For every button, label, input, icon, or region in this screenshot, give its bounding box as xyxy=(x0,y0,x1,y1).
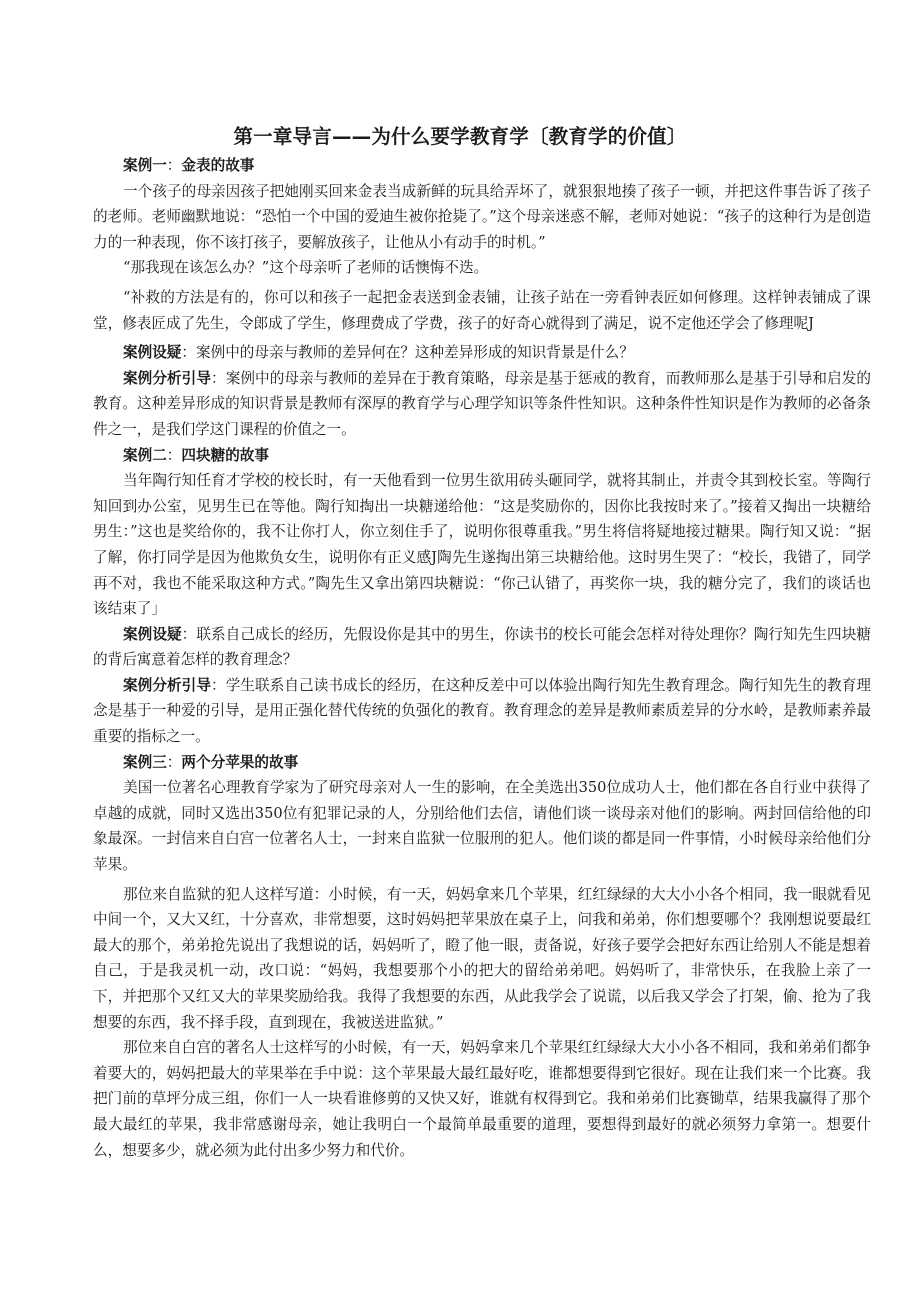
case-question xyxy=(93,340,871,366)
question-text: 联系自己成长的经历，先假设你是其中的男生，你读书的校长可能会怎样对待处理你？陶行知先生四块糖的背后寓意着怎样的教育理念？ xyxy=(93,625,871,669)
case-label: 案例一 xyxy=(123,157,167,174)
case-paragraph: 当年陶行知任育才学校的校长时，有一天他看到一位男生欲用砖头砸同学，就将其制止，并责令其到校长室。等陶行知回到办公室，见男生已在等他。陶行知掏出一块糖递给他：“这是奖励你的，因你比我按时来了。”接着又掏出一块糖给男生：”这也是奖给你的，我不让你打人，你立刻住手了，说明你很尊重我。”男生将信将疑地接过糖果。陶行知又说：“据了解，你打同学是因为他欺负女生，说明你有正义感J陶先生遂掏出第三块糖给他。这时男生哭了：“校长，我错了，同学再不对，我也不能采取这种方式。”陶先生又拿出第四块糖说：“你己认错了，再奖你一块，我的糖分完了，我们的谈话也该结束了」 xyxy=(93,472,871,618)
case-label: 案例三 xyxy=(123,753,167,771)
case-title: 两个分苹果的故事 xyxy=(181,753,299,771)
page-title: 第一章导言——为什么要学教育学〔教育学的价值〕 xyxy=(233,125,687,148)
case-analysis xyxy=(93,673,871,750)
case-title: 四块糖的故事 xyxy=(181,446,269,464)
question-separator: ： xyxy=(181,344,196,362)
case-paragraph: 那位来自白宫的著名人士这样写的小时候，有一天，妈妈拿来几个苹果红红绿绿大大小小各不相同，我和弟弟们都争着要大的，妈妈把最大的苹果举在手中说：这个苹果最大最红最好吃，谁都想要得到它很好。现在让我们来一个比赛。我把门前的草坪分成三组，你们一人一块看谁修剪的又快又好，谁就有权得到它。我和弟弟们比赛锄草，结果我赢得了那个最大最红的苹果，我非常感谢母亲，她让我明白一个最简单最重要的道理，要想得到最好的就必须努力拿第一。想要什么，想要多少，就必须为此付出多少努力和代价。 xyxy=(93,1039,871,1159)
case-separator: ： xyxy=(166,446,182,464)
analysis-label: 案例分析引导 xyxy=(123,676,212,694)
analysis-text: 学生联系自己读书成长的经历，在这种反差中可以体验出陶行知先生教育理念。陶行知先生的教育理念是基于一种爱的引导，是用正强化替代传统的负强化的教育。教育理念的差异是教师素质差异的分水岭，是教师素养最重要的指标之一。 xyxy=(93,676,871,746)
case-paragraph: 美国一位著名心理教育学家为了研究母亲对人一生的影响，在全美选出350位成功人士，他们都在各自行业中获得了卓越的成就，同时又选出350位有犯罪记录的人，分别给他们去信，请他们谈一谈母亲对他们的影响。两封回信给他的印象最深。一封信来自白宫一位著名人士，一封来自监狱一位服刑的犯人。他们谈的都是同一件事情，小时候母亲给他们分苹果。 xyxy=(93,779,871,874)
analysis-separator: ： xyxy=(211,369,226,387)
case-analysis xyxy=(93,366,871,443)
case-paragraph: 那位来自监狱的犯人这样写道：小时候，有一天，妈妈拿来几个苹果，红红绿绿的大大小小各个相同，我一眼就看见中间一个，又大又红，十分喜欢，非常想要，这时妈妈把苹果放在桌子上，问我和弟弟，你们想要哪个？我刚想说要最红最大的那个，弟弟抢先说出了我想说的话，妈妈听了，瞪了他一眼，责备说，好孩子要学会把好东西让给别人不能是想着自己，于是我灵机一动，改口说：“妈妈，我想要那个小的把大的留给弟弟吧。妈妈听了，非常快乐，在我脸上亲了一下，并把那个又红又大的苹果奖励给我。我得了我想要的东西，从此我学会了说谎，以后我又学会了打架，偷、抢为了我想要的东西，我不择手段，直到现在，我被送进监狱。” xyxy=(93,885,871,1031)
case-paragraph: 一个孩子的母亲因孩子把她刚买回来金表当成新鲜的玩具给弄坏了，就狠狠地揍了孩子一顿，并把这件事告诉了孩子的老师。老师幽默地说：“恐怕一个中国的爱迪生被你抢毙了。”这个母亲迷惑不解，老师对她说：“孩子的这种行为是创造力的一种表现，你不该打孩子，要解放孩子，让他从小有动手的时机。” xyxy=(93,182,871,251)
case-title: 金表的故事 xyxy=(181,157,255,174)
question-separator: ： xyxy=(181,625,197,643)
case-separator: ： xyxy=(166,157,182,174)
case-paragraph: “补救的方法是有的，你可以和孩子一起把金表送到金表铺，让孩子站在一旁看钟表匠如何修理。这样钟表铺成了课堂，修表匠成了先生，令郎成了学生，修理费成了学费，孩子的好奇心就得到了满足，说不定他还学会了修理呢J xyxy=(93,288,871,332)
case-heading xyxy=(93,443,871,469)
case-label: 案例二 xyxy=(123,446,167,464)
case-paragraph: “那我现在该怎么办？”这个母亲听了老师的话懊悔不迭。 xyxy=(123,259,489,277)
analysis-separator: ： xyxy=(211,676,226,694)
analysis-text: 案例中的母亲与教师的差异在于教育策略，母亲是基于惩戒的教育，而教师那么是基于引导和启发的教育。这种差异形成的知识背景是教师有深厚的教育学与心理学知识等条件性知识。这种条件性知识是作为教师的必备条件之一，是我们学这门课程的价值之一。 xyxy=(93,369,871,438)
question-label: 案例设疑 xyxy=(123,625,182,643)
case-question xyxy=(93,622,871,673)
case-separator: ： xyxy=(166,753,182,771)
question-label: 案例设疑 xyxy=(123,344,182,362)
question-text: 案例中的母亲与教师的差异何在？这种差异形成的知识背景是什么？ xyxy=(196,344,634,362)
document-body xyxy=(93,153,871,1163)
case-heading xyxy=(93,153,871,179)
case-heading xyxy=(93,750,871,776)
analysis-label: 案例分析引导 xyxy=(123,369,212,387)
